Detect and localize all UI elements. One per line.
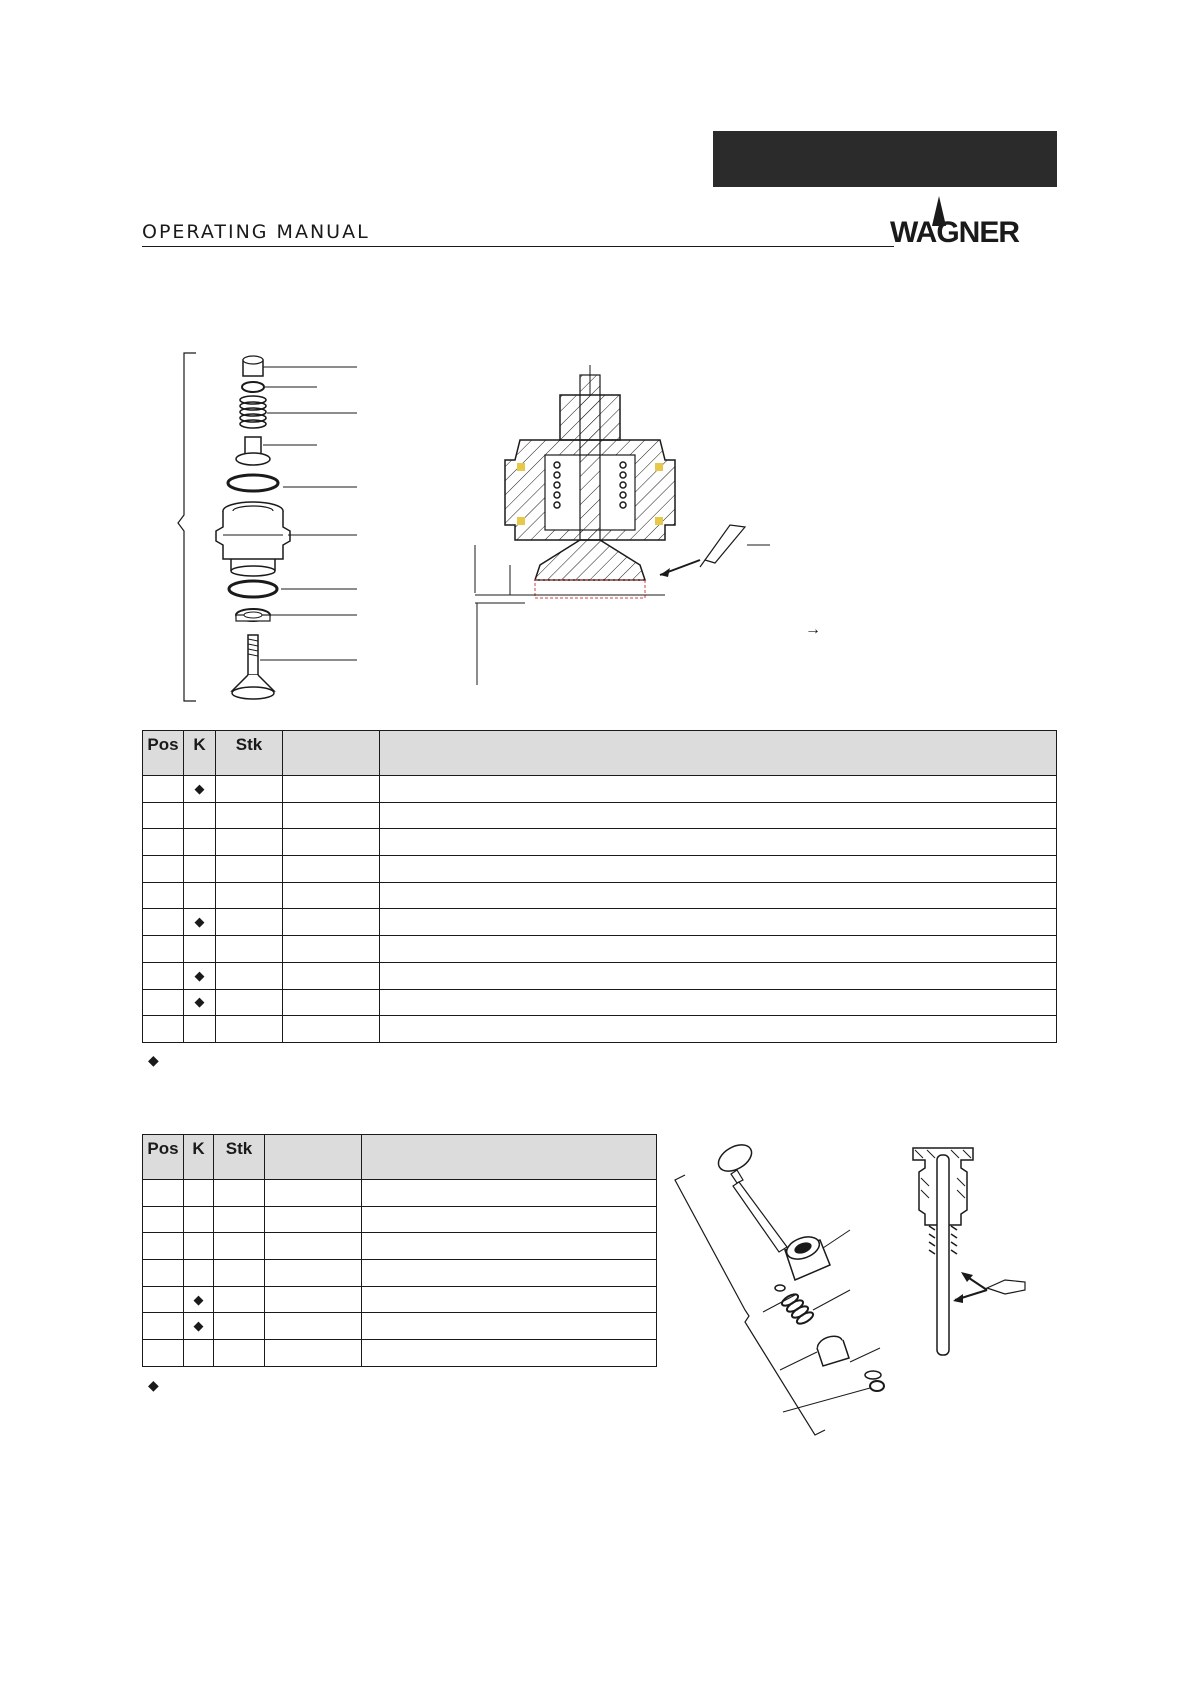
col-header-order-no [265, 1135, 362, 1180]
col-header-k: K [184, 731, 216, 776]
table-header-row [143, 731, 1057, 776]
col-header-designation [362, 1135, 657, 1180]
col-header-order-no [283, 731, 380, 776]
diamond-icon: ◆ [184, 776, 216, 803]
table-header-row [143, 1135, 657, 1180]
table-row [143, 802, 1057, 829]
table-row [143, 882, 1057, 909]
table-row [143, 1016, 1057, 1043]
diamond-icon: ◆ [184, 909, 216, 936]
diamond-icon [184, 936, 216, 963]
table-row [143, 776, 1057, 803]
diamond-icon [184, 856, 216, 883]
table-row [143, 989, 1057, 1016]
arrow-symbol: → [805, 621, 821, 638]
table-row [143, 856, 1057, 883]
diamond-icon [184, 829, 216, 856]
diamond-icon [184, 882, 216, 909]
col-header-stk: Stk [216, 731, 283, 776]
wagner-logo-icon [890, 196, 1060, 250]
brand-name: WAGNER [890, 216, 1019, 249]
legend-diamond-icon: ◆ [148, 1377, 159, 1393]
legend-diamond-icon: ◆ [148, 1052, 159, 1068]
header-rule [142, 246, 894, 247]
table-row [143, 829, 1057, 856]
diamond-icon [184, 802, 216, 829]
col-header-pos: Pos [143, 731, 184, 776]
diamond-icon [184, 1233, 214, 1260]
header-box [713, 131, 1057, 187]
table-row [143, 1260, 657, 1287]
table-row [143, 1180, 657, 1207]
diamond-icon: ◆ [184, 962, 216, 989]
col-header-pos: Pos [143, 1135, 184, 1180]
table-row [143, 1313, 657, 1340]
parts-table-1 [142, 730, 1057, 1043]
exploded-valve-diagram [170, 345, 380, 705]
col-header-k: K [184, 1135, 214, 1180]
diamond-icon [184, 1016, 216, 1043]
diamond-icon: ◆ [184, 1286, 214, 1313]
diamond-icon: ◆ [184, 989, 216, 1016]
diamond-icon [184, 1180, 214, 1207]
diamond-icon [184, 1260, 214, 1287]
table-row [143, 1340, 657, 1367]
diamond-icon [184, 1206, 214, 1233]
col-header-stk: Stk [214, 1135, 265, 1180]
table-row [143, 962, 1057, 989]
table-row [143, 1286, 657, 1313]
col-header-designation [380, 731, 1057, 776]
table-row [143, 1233, 657, 1260]
parts-table-2 [142, 1134, 657, 1367]
grease-tube-icon [700, 525, 770, 567]
diamond-icon: ◆ [184, 1313, 214, 1340]
table-row [143, 909, 1057, 936]
diamond-icon [184, 1340, 214, 1367]
valve-section-diagram [465, 365, 795, 695]
piston-assembly-diagram [665, 1130, 1065, 1440]
manual-title: OPERATING MANUAL [142, 221, 370, 243]
table-row [143, 1206, 657, 1233]
table-row [143, 936, 1057, 963]
